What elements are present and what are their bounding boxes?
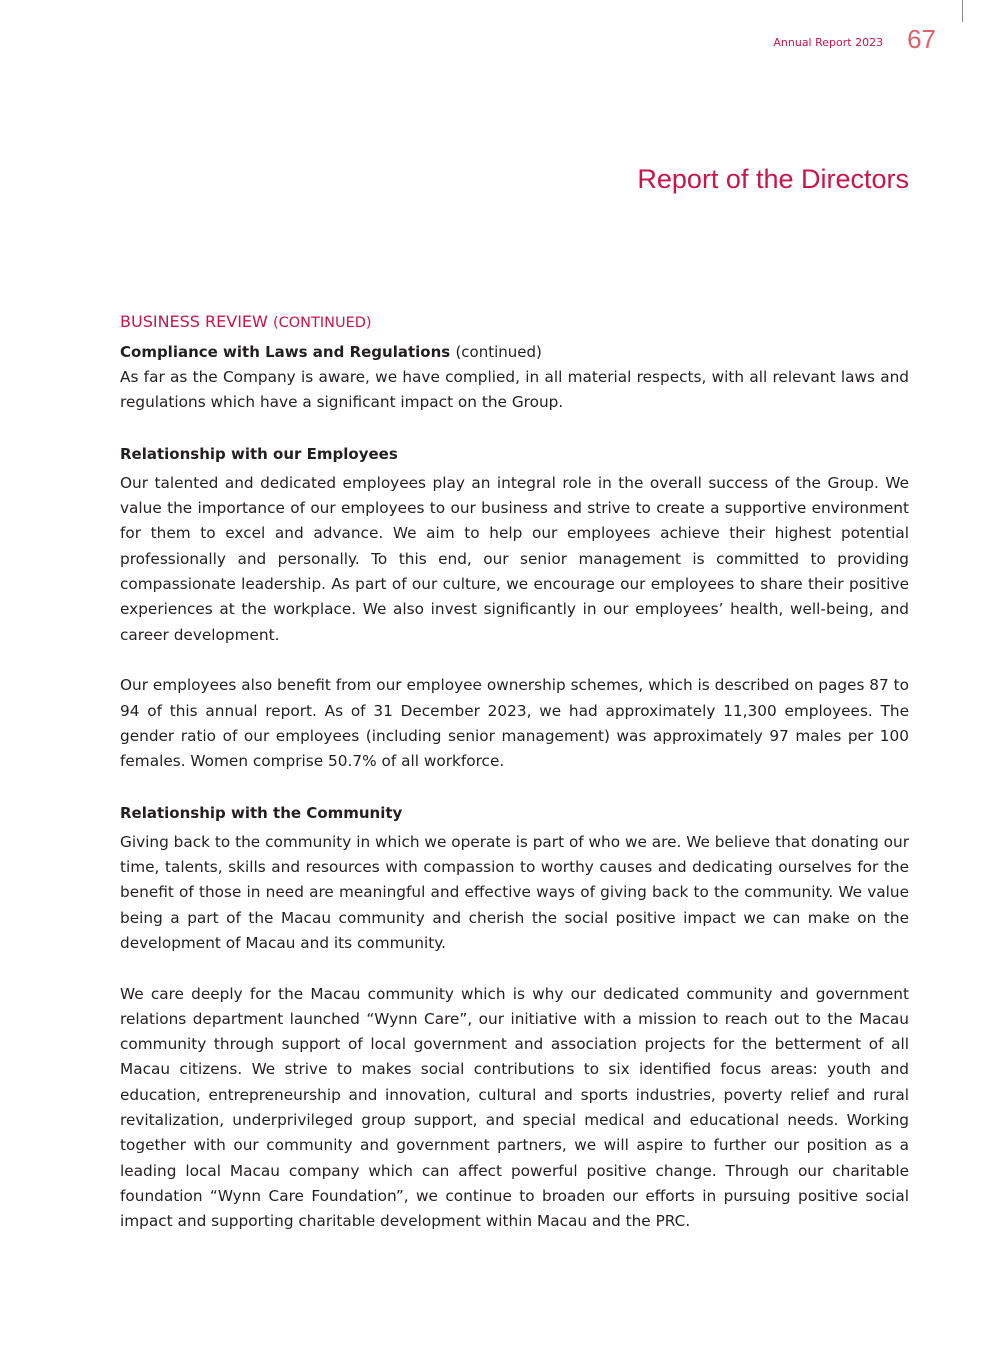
compliance-heading-text: Compliance with Laws and Regulations	[120, 343, 451, 361]
section-heading	[120, 310, 909, 335]
employees-paragraph-2: Our employees also benefit from our employee ownership schemes, which is described on pages 87 to 94 of this annual report. As of 31 December 2023, we had approximately 11,300 employees. The gender ratio of our employees (including senior management) was approximately 97 males per 100 females. Women comprise 50.7% of all workforce.	[120, 676, 909, 771]
employees-heading: Relationship with our Employees	[120, 444, 398, 463]
page-header	[773, 26, 936, 52]
compliance-heading	[120, 339, 909, 365]
header-divider	[962, 0, 963, 22]
section-suffix: (CONTINUED)	[272, 315, 372, 331]
report-label: Annual Report 2023	[773, 36, 884, 49]
page-number: 67	[907, 24, 936, 54]
section-title: BUSINESS REVIEW	[120, 312, 268, 331]
employees-paragraph-1: Our talented and dedicated employees play an integral role in the overall success of the Group. We value the importance of our employees to our business and strive to create a supportive environment for them to excel and advance. We aim to help our employees achieve their highest potential professionally and personally. To this end, our senior management is committed to providing compassionate leadership. As part of our culture, we encourage our employees to share their positive experiences at the workplace. We also invest significantly in our employees’ health, well-being, and career development.	[120, 473, 909, 644]
community-paragraph-2: We care deeply for the Macau community which is why our dedicated community and government relations department launched “Wynn Care”, our initiative with a mission to reach out to the Macau community through support of local government and association projects for the betterment of all Macau citizens. We strive to makes social contributions to six identified focus areas: youth and education, entrepreneurship and innovation, cultural and sports industries, poverty relief and rural revitalization, underprivileged group support, and special medical and educational needs. Working together with our community and government partners, we will aspire to further our position as a leading local Macau company which can affect powerful positive change. Through our charitable foundation “Wynn Care Foundation”, we continue to broaden our efforts in pursuing positive social impact and supporting charitable development within Macau and the PRC.	[120, 984, 909, 1231]
community-paragraph-1: Giving back to the community in which we operate is part of who we are. We believe that donating our time, talents, skills and resources with compassion to worthy causes and dedicating ourselves for the benefit of those in need are meaningful and effective ways of giving back to the community. We value being a part of the Macau community and cherish the social positive impact we can make on the development of Macau and its community.	[120, 832, 910, 952]
compliance-heading-suffix: (continued)	[455, 343, 542, 361]
community-heading: Relationship with the Community	[120, 803, 403, 822]
document-body	[120, 310, 909, 1235]
compliance-paragraph: As far as the Company is aware, we have complied, in all material respects, with all relevant laws and regulations which have a significant impact on the Group.	[120, 368, 909, 412]
page-title: Report of the Directors	[637, 164, 909, 194]
